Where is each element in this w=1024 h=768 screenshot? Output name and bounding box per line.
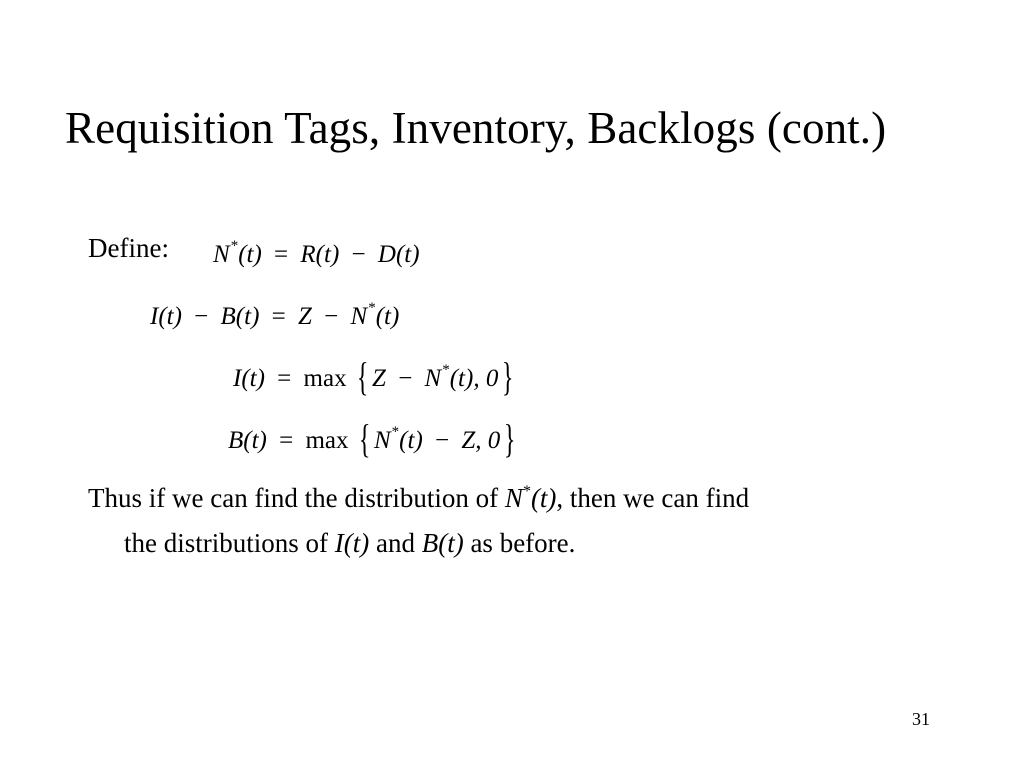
eq2-term2: B(t) xyxy=(220,303,260,330)
eq1-equals: = xyxy=(274,241,289,268)
eq2-minus2: − xyxy=(324,303,339,330)
eq3-lhs: I(t) xyxy=(233,365,265,392)
eq4-equals: = xyxy=(279,427,294,454)
para-line1-sup: * xyxy=(522,483,531,500)
eq1-minus: − xyxy=(351,241,366,268)
define-label: Define: xyxy=(88,233,169,263)
eq2-minus1: − xyxy=(194,303,209,330)
eq3-max: max xyxy=(303,365,347,392)
eq3-inner-var: N xyxy=(424,365,442,392)
eq3-equals: = xyxy=(277,365,292,392)
eq1-lhs-sup: * xyxy=(230,238,239,254)
eq1-lhs-arg: (t) xyxy=(238,241,262,268)
para-line2-b: and xyxy=(369,528,422,558)
eq4-inner-sup: * xyxy=(391,424,400,440)
eq4-left-brace: { xyxy=(358,416,371,461)
eq4-right-brace: } xyxy=(504,416,516,461)
eq4-inner-var: N xyxy=(373,427,391,454)
eq4-lhs: B(t) xyxy=(228,427,267,454)
equation-inventory-max xyxy=(233,354,518,399)
eq2-term1: I(t) xyxy=(150,303,182,330)
eq3-inner-sup: * xyxy=(442,362,450,378)
eq1-lhs-var: N xyxy=(213,241,230,268)
eq4-max: max xyxy=(305,427,349,454)
eq2-term4-sup: * xyxy=(368,300,376,316)
eq2-term3: Z xyxy=(298,303,312,330)
para-line1-arg: (t) xyxy=(530,483,557,513)
equation-backlog-max xyxy=(228,416,520,461)
eq3-minus: − xyxy=(398,365,413,392)
para-line1-var: N xyxy=(504,483,523,513)
eq2-equals: = xyxy=(271,303,286,330)
eq4-inner-arg: (t) xyxy=(399,427,423,454)
para-line1-b: , then we can find xyxy=(556,483,750,513)
para-line1-a: Thus if we can find the distribution of xyxy=(88,483,505,513)
eq1-rhs2: D(t) xyxy=(377,241,420,268)
eq3-right-brace: } xyxy=(502,354,514,399)
eq4-inner-b: Z, 0 xyxy=(461,427,501,454)
eq1-rhs1: R(t) xyxy=(300,241,340,268)
eq4-minus: − xyxy=(435,427,450,454)
para-line2-a: the distributions of xyxy=(124,528,335,558)
equation-n-star xyxy=(213,238,420,275)
para-line2-var2: B(t) xyxy=(421,528,464,558)
page-number: 31 xyxy=(912,709,930,729)
para-line2-c: as before. xyxy=(463,528,576,558)
conclusion-paragraph xyxy=(88,478,948,563)
para-line2 xyxy=(88,523,948,563)
eq3-inner-a: Z xyxy=(372,365,386,392)
eq2-term4-var: N xyxy=(350,303,368,330)
equation-inventory-minus-backlog xyxy=(150,300,399,337)
para-line2-var1: I(t) xyxy=(334,528,370,558)
eq2-term4-arg: (t) xyxy=(375,303,400,330)
eq3-left-brace: { xyxy=(356,354,369,399)
eq3-inner-arg: (t), 0 xyxy=(449,365,499,392)
slide-title: Requisition Tags, Inventory, Backlogs (cont.) xyxy=(65,103,887,153)
